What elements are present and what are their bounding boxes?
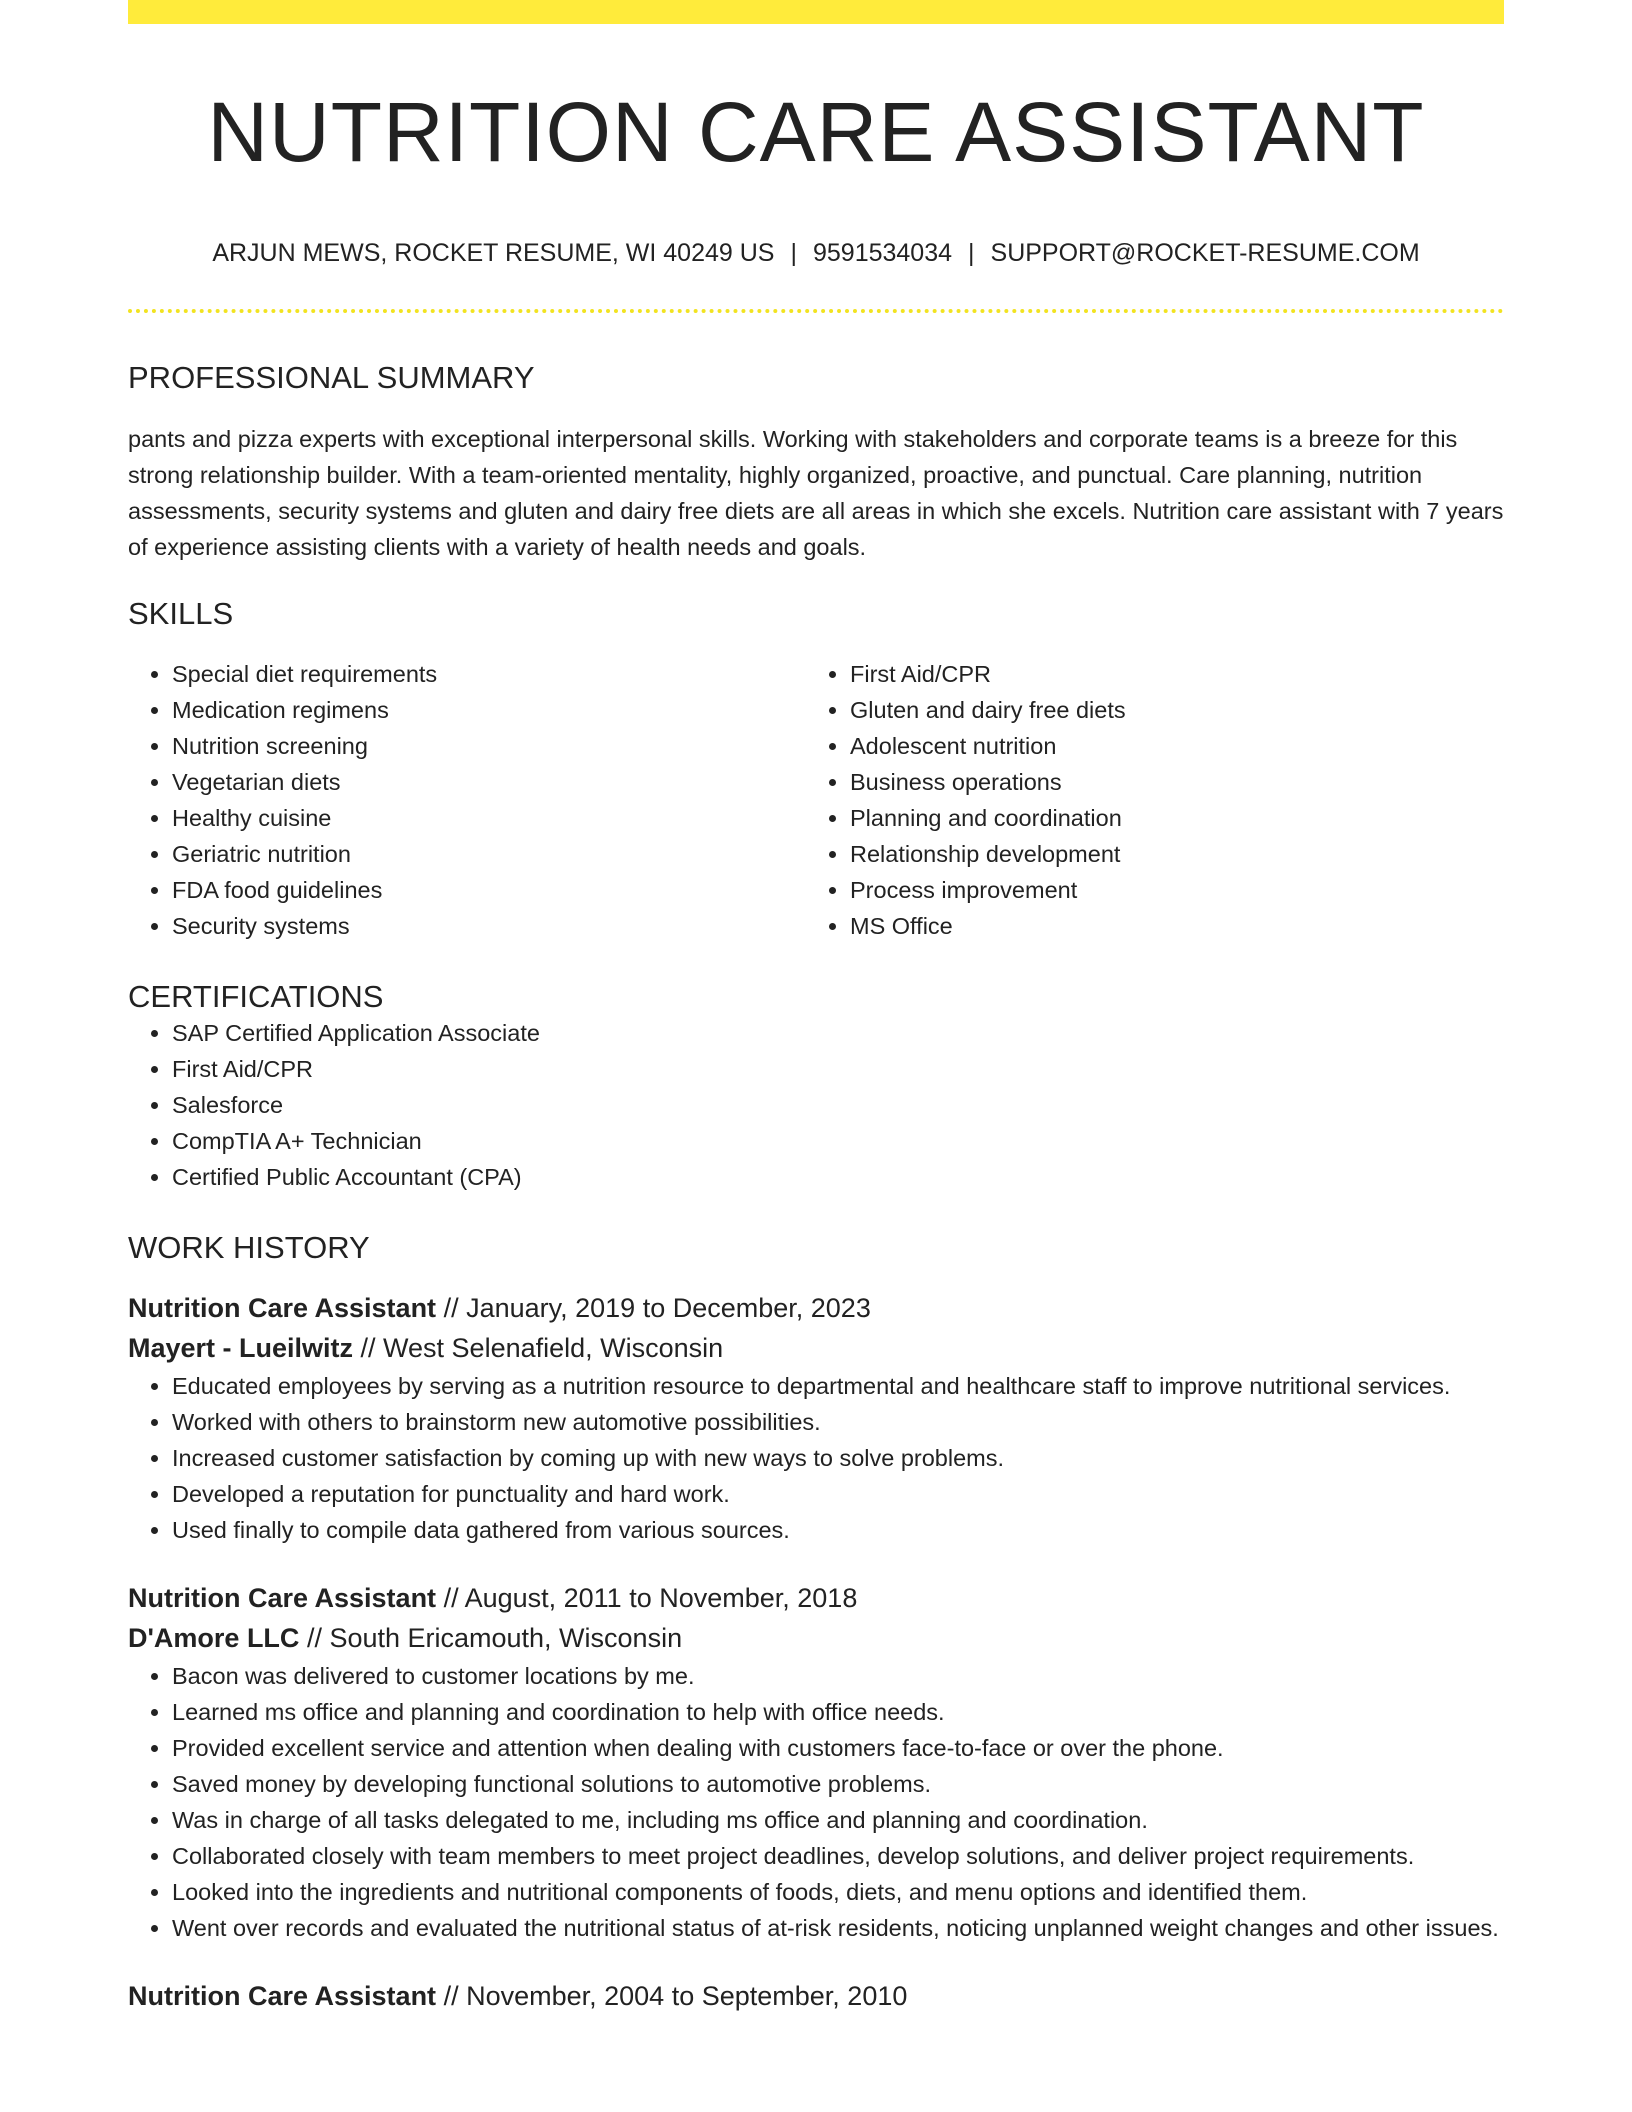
skills-column-right	[806, 656, 1484, 944]
summary-text: pants and pizza experts with exceptional interpersonal skills. Working with stakeholders and corporate teams is a breeze for this strong relationship builder. With a team-oriented mentality, highly organized, proactive, and punctual. Care planning, nutrition assessments, security systems and gluten and dairy free diets are all areas in which she excels. Nutrition care assistant with 7 years of experience assisting clients with a variety of health needs and goals.	[128, 425, 1504, 560]
job-title-line	[128, 1578, 1504, 1618]
skill-item: • Adolescent nutrition	[850, 728, 1484, 764]
job-title-line	[128, 1976, 1504, 2016]
job-location: // West Selenafield, Wisconsin	[353, 1333, 724, 1364]
job-bullet: • Saved money by developing functional solutions to automotive problems.	[172, 1766, 1504, 1802]
job-bullet: • Looked into the ingredients and nutritional components of foods, diets, and menu options and identified them.	[172, 1874, 1504, 1910]
certification-item: • Certified Public Accountant (CPA)	[172, 1159, 1504, 1195]
job-entry	[128, 1288, 1504, 1548]
contact-line	[128, 238, 1504, 268]
resume-page	[128, 0, 1504, 2016]
certifications-list	[128, 1015, 1504, 1195]
job-title: Nutrition Care Assistant	[128, 1293, 437, 1324]
certification-item: • SAP Certified Application Associate	[172, 1015, 1504, 1051]
job-company: D'Amore LLC	[128, 1623, 300, 1654]
accent-top-bar	[128, 0, 1504, 24]
job-bullet: • Learned ms office and planning and coordination to help with office needs.	[172, 1694, 1504, 1730]
skill-item: • Process improvement	[850, 872, 1484, 908]
certification-item: • CompTIA A+ Technician	[172, 1123, 1504, 1159]
job-company-line	[128, 1618, 1504, 1658]
job-bullet: • Provided excellent service and attention when dealing with customers face-to-face or over the phone.	[172, 1730, 1504, 1766]
job-entry	[128, 1578, 1504, 1946]
skill-item: • Healthy cuisine	[172, 800, 806, 836]
contact-phone: 9591534034	[812, 239, 953, 268]
skills-list-right	[806, 656, 1484, 944]
skill-item: • First Aid/CPR	[850, 656, 1484, 692]
certification-item: • Salesforce	[172, 1087, 1504, 1123]
summary-heading: PROFESSIONAL SUMMARY	[128, 360, 535, 396]
job-bullet: • Was in charge of all tasks delegated to me, including ms office and planning and coordination.	[172, 1802, 1504, 1838]
job-bullet: • Increased customer satisfaction by coming up with new ways to solve problems.	[172, 1440, 1504, 1476]
job-dates: // January, 2019 to December, 2023	[436, 1293, 871, 1324]
dotted-divider	[128, 309, 1504, 313]
skill-item: • Planning and coordination	[850, 800, 1484, 836]
job-bullet: • Worked with others to brainstorm new automotive possibilities.	[172, 1404, 1504, 1440]
job-title-line	[128, 1288, 1504, 1328]
contact-separator: |	[968, 239, 975, 268]
job-company-line	[128, 1328, 1504, 1368]
skill-item: • Security systems	[172, 908, 806, 944]
skills-list-left	[128, 656, 806, 944]
skill-item: • Medication regimens	[172, 692, 806, 728]
contact-separator: |	[790, 239, 797, 268]
skills-heading: SKILLS	[128, 595, 234, 631]
skills-columns	[128, 656, 1504, 944]
job-bullet: • Went over records and evaluated the nutritional status of at-risk residents, noticing unplanned weight changes and other issues.	[172, 1910, 1504, 1946]
resume-title: NUTRITION CARE ASSISTANT	[207, 85, 1425, 179]
skill-item: • Geriatric nutrition	[172, 836, 806, 872]
job-bullets	[128, 1658, 1504, 1946]
job-bullet: • Educated employees by serving as a nutrition resource to departmental and healthcare staff to improve nutritional services.	[172, 1368, 1504, 1404]
skill-item: • Business operations	[850, 764, 1484, 800]
skill-item: • Special diet requirements	[172, 656, 806, 692]
job-bullet: • Developed a reputation for punctuality and hard work.	[172, 1476, 1504, 1512]
work-history-heading: WORK HISTORY	[128, 1229, 370, 1265]
job-company: Mayert - Lueilwitz	[128, 1333, 354, 1364]
skill-item: • FDA food guidelines	[172, 872, 806, 908]
skill-item: • Relationship development	[850, 836, 1484, 872]
job-bullet: • Used finally to compile data gathered from various sources.	[172, 1512, 1504, 1548]
contact-email: SUPPORT@ROCKET-RESUME.COM	[990, 239, 1420, 268]
job-bullets	[128, 1368, 1504, 1548]
job-dates: // November, 2004 to September, 2010	[436, 1981, 908, 2012]
skill-item: • Nutrition screening	[172, 728, 806, 764]
certification-item: • First Aid/CPR	[172, 1051, 1504, 1087]
job-bullet: • Collaborated closely with team members to meet project deadlines, develop solutions, and deliver project requirements.	[172, 1838, 1504, 1874]
skill-item: • Vegetarian diets	[172, 764, 806, 800]
certifications-heading: CERTIFICATIONS	[128, 978, 384, 1014]
skill-item: • MS Office	[850, 908, 1484, 944]
skill-item: • Gluten and dairy free diets	[850, 692, 1484, 728]
job-location: // South Ericamouth, Wisconsin	[299, 1623, 683, 1654]
job-title: Nutrition Care Assistant	[128, 1981, 437, 2012]
job-dates: // August, 2011 to November, 2018	[436, 1583, 858, 1614]
job-bullet: • Bacon was delivered to customer locations by me.	[172, 1658, 1504, 1694]
job-entry	[128, 1976, 1504, 2016]
contact-address: ARJUN MEWS, ROCKET RESUME, WI 40249 US	[212, 239, 775, 268]
job-title: Nutrition Care Assistant	[128, 1583, 437, 1614]
skills-column-left	[128, 656, 806, 944]
